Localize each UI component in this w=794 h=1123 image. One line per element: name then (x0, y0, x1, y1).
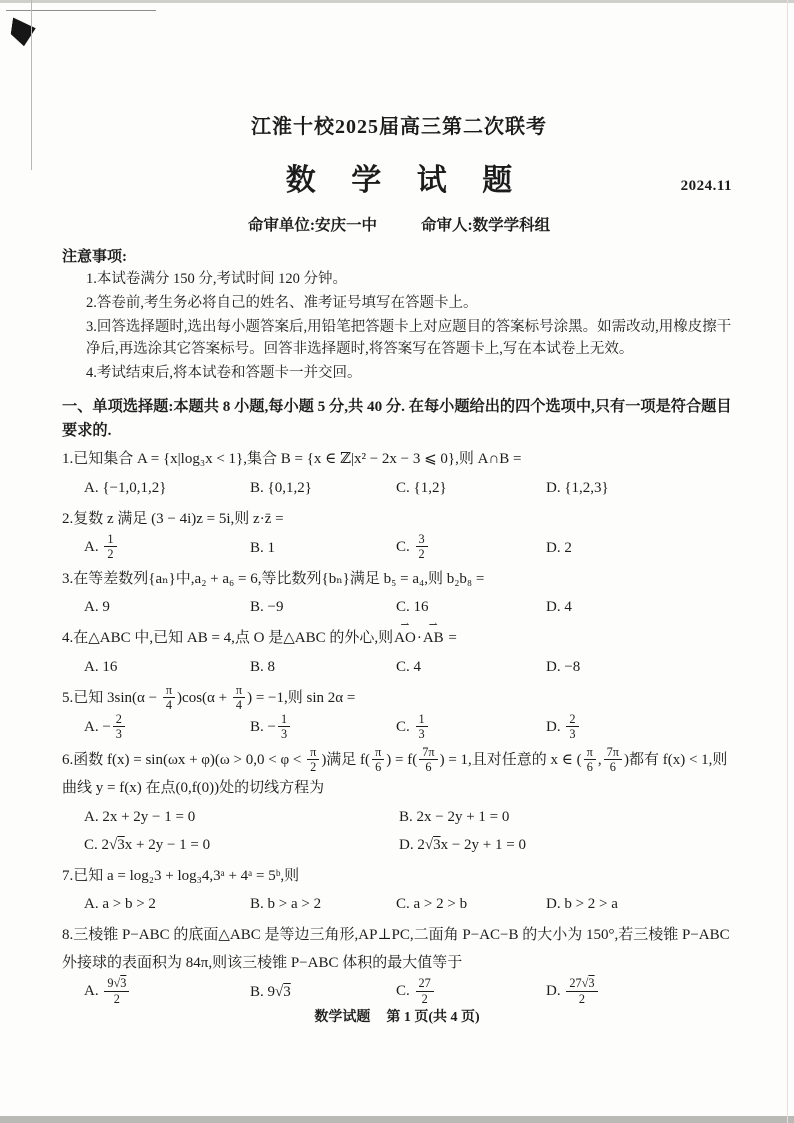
question-6-stem: 6.函数 f(x) = sin(ωx + φ)(ω > 0,0 < φ < $\frac{\pi}{2}$ )满足 f( $\frac{\pi}{6}$ ) = f( $\frac{7\pi}{6}$ ) = 1,且对任意的 x ∈ ( $\frac{\pi}{6}$ , $\frac{7\pi}{6}$ )都有 f(x) < 1,则曲线 y = f(x) 在点(0,f(0))处的切线方程为 (62, 744, 728, 796)
question-6-option-c: C. 2√3x + 2y − 1 = 0 (84, 837, 211, 854)
question-4-stem: 4.在△ABC 中,已知 AB = 4,点 O 是△ABC 的外心,则AO ⇀·AB ⇀ = (62, 625, 736, 653)
notices-block (62, 245, 736, 384)
question-8 (62, 922, 736, 1007)
question-5-option-d: D. $\frac{2}{3}$ (546, 713, 736, 742)
question-7-option-b: B. b > a > 2 (250, 896, 322, 913)
question-1-option-a: A. {−1,0,1,2} (84, 480, 167, 497)
question-8-option-d: D. $\frac{27√3}{2}$ (546, 977, 736, 1006)
question-2 (62, 506, 736, 563)
question-7-stem: 7.已知 a = log₂3 + log₃4,3ᵃ + 4ᵃ = 5ᵇ,则 (62, 867, 300, 884)
fraction: $\frac{\pi}{4}$ (233, 683, 245, 712)
vector-notation: AO ⇀ (394, 625, 416, 653)
sqrt-radical: √3 (424, 837, 441, 854)
question-2-options (62, 533, 736, 562)
question-8-options (62, 977, 736, 1006)
question-7 (62, 863, 736, 919)
question-4 (62, 625, 736, 681)
question-1 (62, 446, 736, 502)
question-1-stem: 1.已知集合 A = {x|log₃x < 1},集合 B = {x ∈ ℤ|x² − 2x − 3 ⩽ 0},则 A∩B = (62, 451, 522, 468)
question-3-option-a: A. 9 (84, 599, 110, 616)
question-2-option-a: A. $\frac{1}{2}$ (84, 533, 250, 562)
fraction: $\frac{1}{3}$ (278, 712, 290, 741)
footer-page-number: 第 1 页(共 4 页) (386, 1010, 480, 1025)
fraction: $\frac{27}{2}$ (416, 976, 434, 1005)
notice-item-1: 1.本试卷满分 150 分,考试时间 120 分钟。 (86, 271, 347, 287)
sqrt-radical: √3 (581, 976, 595, 991)
title-row (62, 155, 736, 199)
question-3-options (62, 593, 736, 622)
footer-doc-title: 数学试题 (314, 1010, 371, 1025)
question-8-option-c: C. $\frac{27}{2}$ (396, 977, 546, 1006)
question-4-option-b: B. 8 (250, 658, 276, 675)
notice-heading: 注意事项: (62, 249, 127, 265)
question-7-option-d: D. b > 2 > a (546, 896, 618, 913)
question-3-option-c: C. 16 (396, 599, 429, 616)
questions-list (62, 446, 736, 1006)
page-footer (0, 1006, 794, 1026)
question-6-option-a: A. 2x + 2y − 1 = 0 (84, 808, 196, 825)
question-2-option-c: C. $\frac{3}{2}$ (396, 533, 546, 562)
notice-item-2: 2.答卷前,考生务必将自己的姓名、准考证号填写在答题卡上。 (86, 295, 478, 312)
fraction: $\frac{\pi}{6}$ (372, 745, 384, 774)
fraction: $\frac{7\pi}{6}$ (419, 745, 437, 774)
question-6-option-b: B. 2x − 2y + 1 = 0 (399, 808, 510, 825)
question-4-option-c: C. 4 (396, 658, 422, 675)
page-title: 数 学 试 题 (285, 164, 527, 197)
exam-header: 江淮十校2025届高三第二次联考 (251, 116, 547, 138)
question-1-option-d: D. {1,2,3} (546, 480, 609, 497)
question-6 (62, 746, 736, 860)
fraction: $\frac{\pi}{2}$ (307, 745, 319, 774)
question-5-option-c: C. $\frac{1}{3}$ (396, 713, 546, 742)
question-2-option-b: B. 1 (250, 539, 276, 556)
question-5-option-a: A. − $\frac{2}{3}$ (84, 713, 250, 742)
fraction: $\frac{2}{3}$ (113, 712, 125, 741)
fraction: $\frac{\pi}{4}$ (163, 683, 175, 712)
byline-person: 命审人:数学学科组 (420, 217, 551, 234)
question-7-option-a: A. a > b > 2 (84, 896, 156, 913)
notice-item-4: 4.考试结束后,将本试卷和答题卡一并交回。 (86, 365, 362, 382)
question-5-option-b: B. − $\frac{1}{3}$ (250, 713, 396, 742)
question-4-option-d: D. −8 (546, 658, 581, 675)
byline (62, 213, 736, 235)
question-1-options (62, 474, 736, 503)
fraction: $\frac{27√3}{2}$ (566, 976, 597, 1005)
question-6-options (62, 803, 736, 860)
question-8-option-a: A. $\frac{9√3}{2}$ (84, 977, 250, 1006)
sqrt-radical: √3 (109, 837, 125, 854)
section-heading: 一、单项选择题:本题共 8 小题,每小题 5 分,共 40 分. 在每小题给出的四个选项中,只有一项是符合题目要求的. (62, 398, 732, 439)
fraction: $\frac{9√3}{2}$ (104, 976, 129, 1005)
fraction: $\frac{1}{3}$ (416, 712, 428, 741)
fraction: $\frac{\pi}{6}$ (584, 745, 596, 774)
question-2-option-d: D. 2 (546, 539, 572, 556)
question-3 (62, 566, 736, 622)
question-1-option-c: C. {1,2} (396, 480, 447, 497)
fraction: $\frac{1}{2}$ (104, 532, 116, 561)
question-1-option-b: B. {0,1,2} (250, 480, 312, 497)
fraction: $\frac{7\pi}{6}$ (604, 745, 622, 774)
question-8-stem: 8.三棱锥 P−ABC 的底面△ABC 是等边三角形,AP⊥PC,二面角 P−AC−B 的大小为 150°,若三棱锥 P−ABC外接球的表面积为 84π,则该三棱锥 P−ABC 体积的最大值等于 (62, 926, 730, 971)
question-5-stem: 5.已知 3sin(α − $\frac{\pi}{4}$ )cos(α + $\frac{\pi}{4}$ ) = −1,则 sin 2α = (62, 683, 356, 713)
vector-notation: AB ⇀ (423, 625, 444, 653)
notice-item-3: 3.回答选择题时,选出每小题答案后,用铅笔把答题卡上对应题目的答案标号涂黑。如需改动,用橡皮擦干净后,再选涂其它答案标号。回答非选择题时,将答案写在答题卡上,写在本试卷上无效。 (86, 319, 732, 358)
question-3-option-b: B. −9 (250, 599, 284, 616)
question-6-option-d: D. 2√3x − 2y + 1 = 0 (399, 837, 526, 854)
exam-date: 2024.11 (680, 178, 732, 194)
byline-unit: 命审单位:安庆一中 (247, 217, 378, 234)
fraction: $\frac{2}{3}$ (566, 712, 578, 741)
sqrt-radical: √3 (113, 976, 127, 991)
question-5 (62, 684, 736, 743)
question-5-options (62, 713, 736, 742)
question-7-options (62, 890, 736, 919)
question-2-stem: 2.复数 z 满足 (3 − 4i)z = 5i,则 z·z̄ = (62, 510, 284, 527)
question-7-option-c: C. a > 2 > b (396, 896, 468, 913)
sqrt-radical: √3 (275, 983, 291, 1000)
fraction: $\frac{3}{2}$ (416, 532, 428, 561)
question-4-option-a: A. 16 (84, 658, 118, 675)
question-3-stem: 3.在等差数列{aₙ}中,a₂ + a₆ = 6,等比数列{bₙ}满足 b₅ = a₄,则 b₂b₈ = (62, 570, 485, 587)
question-3-option-d: D. 4 (546, 599, 572, 616)
question-8-option-b: B. 9√3 (250, 983, 291, 1000)
question-4-options (62, 653, 736, 682)
